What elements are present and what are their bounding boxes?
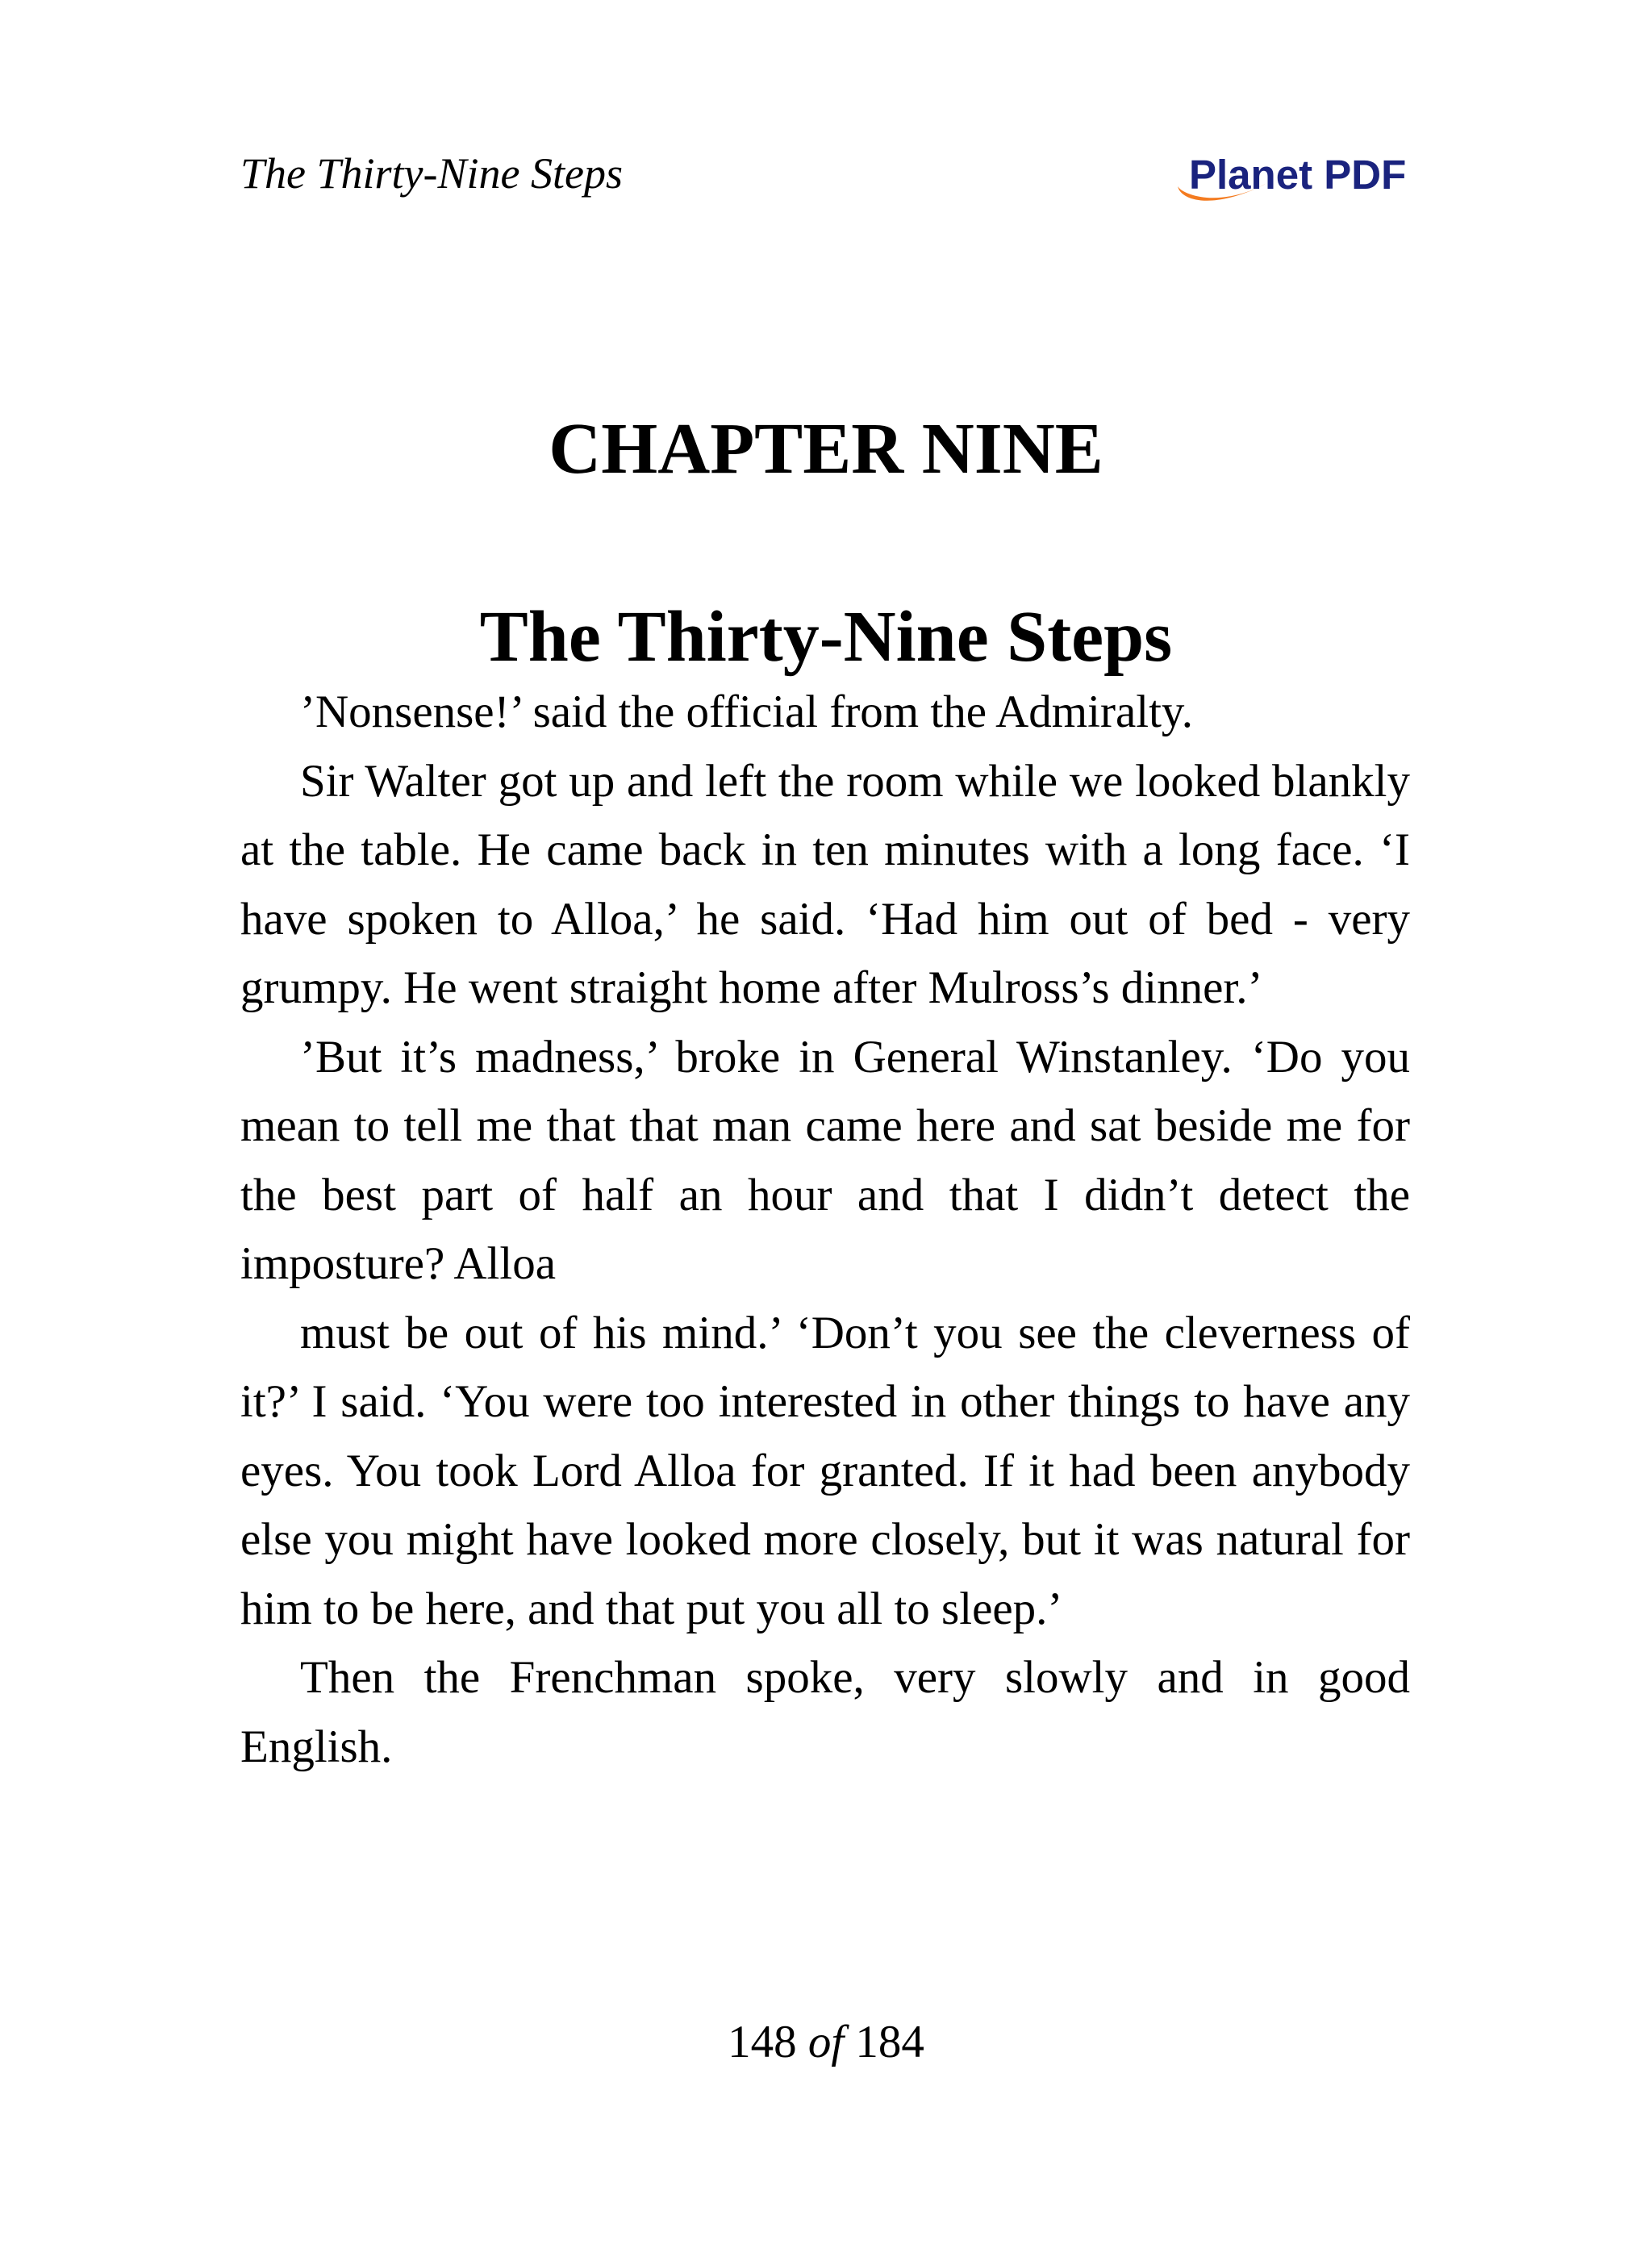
paragraph-1: ’Nonsense!’ said the official from the Admiralty. [300,686,1193,737]
planet-pdf-logo [1171,149,1413,214]
chapter-title: The Thirty-Nine Steps [479,596,1173,677]
page-of-label: of [807,2017,845,2067]
logo-wordmark: Planet PDF [1189,152,1407,198]
running-title: The Thirty-Nine Steps [240,149,623,198]
body-text [240,678,1410,1781]
current-page: 148 [728,2017,797,2067]
total-pages: 184 [855,2017,924,2067]
paragraph-3: ’But it’s madness,’ broke in General Winstanley. ‘Do you mean to tell me that that man came here and sat beside me for the best part of half an hour and that I didn’t detect the imposture? Alloa [240,1031,1410,1289]
paragraph-4: must be out of his mind.’ ‘Don’t you see the cleverness of it?’ I said. ‘You were too interested in other things to have any eyes. You took Lord Alloa for granted. If it had been anybody else you might have looked more closely, but it was natural for him to be here, and that put you all to sleep.’ [240,1307,1410,1634]
chapter-heading: CHAPTER NINE [549,409,1103,490]
paragraph-2: Sir Walter got up and left the room while we looked blankly at the table. He came back in ten minutes with a long face. ‘I have spoken to Alloa,’ he said. ‘Had him out of bed - very grumpy. He went straight home after Mulross’s dinner.’ [240,755,1410,1013]
page-number [0,2019,1652,2065]
paragraph-5: Then the Frenchman spoke, very slowly and in good English. [240,1652,1410,1772]
